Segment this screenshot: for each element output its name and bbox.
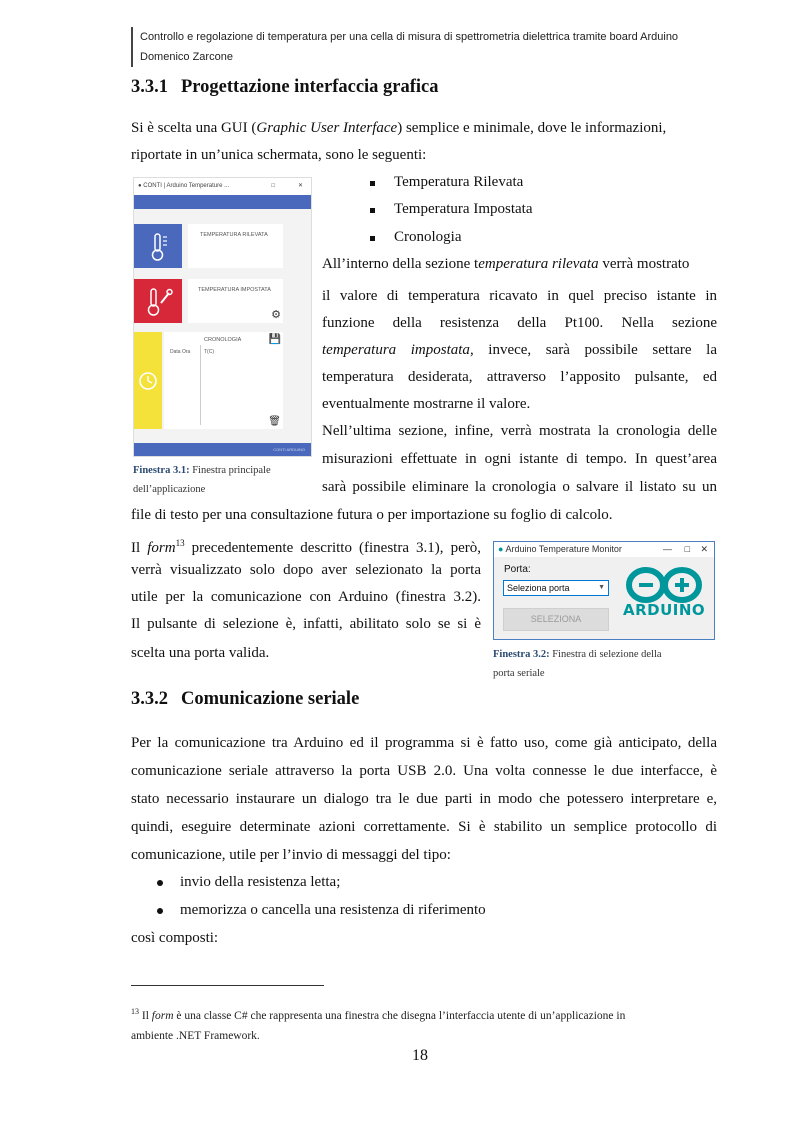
bullet-marker — [157, 880, 163, 886]
window-titlebar — [134, 178, 311, 195]
bullet-marker — [157, 908, 163, 914]
history-col-temp: T(C) — [204, 349, 214, 355]
figure-3-2-caption — [493, 645, 713, 683]
window-title: CONTI | Arduino Temperature ... — [143, 183, 230, 189]
para4-line: scelta una porta valida. — [131, 645, 270, 661]
minimize-icon[interactable]: □ — [271, 183, 275, 189]
section-title: Progettazione interfaccia grafica — [181, 77, 439, 97]
window-titlebar — [494, 542, 714, 557]
port-select-value: Seleziona porta — [507, 583, 570, 593]
history-divider — [200, 345, 201, 425]
intro-text-a: Si è scelta una GUI (Graphic User Interface) semplice e minimale, dove le informazioni, — [131, 120, 667, 136]
caption-text-2: dell’applicazione — [133, 484, 206, 495]
intro-line-1 — [131, 120, 717, 137]
section-heading-3-3-2 — [131, 689, 359, 710]
footer-text: CONTI ARDUINO — [273, 447, 305, 452]
maximize-icon[interactable]: □ — [684, 544, 690, 554]
tile-history — [134, 332, 162, 429]
app-icon: ● — [498, 544, 504, 554]
caption-text-2: porta seriale — [493, 668, 545, 679]
save-icon[interactable]: 💾 — [268, 334, 281, 345]
bottom-status-bar — [134, 443, 311, 456]
para2-line: temperatura impostata, invece, sarà possibile settare la — [322, 342, 717, 358]
label-temperature-set: TEMPERATURA IMPOSTATA — [198, 287, 271, 293]
select-port-button[interactable]: SELEZIONA — [503, 608, 609, 631]
para4-line: Il form$^{13}$ precedentemente descritto (finestra 3.1), però, — [131, 538, 482, 556]
footnote: $^{13}$ Il form è una classe C# che rappresenta una finestra che disegna l’interfaccia utente di un’applicazione in ambiente .NET Framework. — [131, 1007, 626, 1042]
header-rule — [131, 27, 133, 67]
app-icon: ● — [138, 183, 142, 189]
port-label: Porta: — [504, 564, 531, 575]
para3-line: Nell’ultima sezione, infine, verrà mostrata la cronologia delle — [322, 423, 717, 439]
sec2-para-line: Per la comunicazione tra Arduino ed il programma si è fatto uso, come già anticipato, della — [131, 735, 717, 751]
section-number: 3.3.1 — [131, 77, 168, 97]
section-title: Comunicazione seriale — [181, 689, 360, 709]
running-header-author: Domenico Zarcone — [140, 51, 233, 63]
para2-line: funzione della resistenza della Pt100. Nella sezione — [322, 315, 717, 331]
figure-3-1-caption — [133, 461, 313, 499]
top-accent-bar — [134, 195, 311, 209]
figure-port-selection-window — [493, 541, 715, 640]
window-title: Arduino Temperature Monitor — [505, 544, 622, 554]
bullet-marker — [370, 208, 375, 213]
caption-text: Finestra di selezione della — [549, 649, 662, 660]
closing-line: così composti: — [131, 930, 219, 946]
section-history — [134, 332, 311, 429]
figure-main-window — [133, 177, 312, 457]
arduino-logo-text: ARDUINO — [623, 601, 706, 619]
para2-line: temperatura desiderata, attraverso l’apposito pulsante, ed — [322, 369, 717, 385]
thermometer-wrench-icon — [134, 279, 182, 323]
trash-icon[interactable]: 🗑 — [268, 416, 281, 427]
minimize-icon[interactable]: — — [663, 544, 672, 554]
sec2-para-line: comunicazione, utile per l’invio di messaggi del tipo: — [131, 847, 451, 863]
section-temperature-set — [134, 279, 311, 323]
panel-temperature-read — [188, 224, 283, 268]
tile-temperature-read — [134, 224, 182, 268]
section-number: 3.3.2 — [131, 689, 168, 709]
bullet-marker — [370, 236, 375, 241]
sec2-para-line: stato necessario instaurare un dialogo tra le due parti in modo che potessero interpretare e, — [131, 791, 717, 807]
settings-gear-icon[interactable]: ⚙ — [271, 309, 281, 321]
footnote-number: 13 — [131, 1007, 139, 1016]
running-header-title: Controllo e regolazione di temperatura per una cella di misura di spettrometria dielettrica tramite board Arduino — [140, 31, 679, 43]
footnote-rule — [131, 985, 324, 986]
para3-line: misurazioni effettuate in ogni istante di tempo. In quest’area — [322, 451, 717, 467]
window-body — [494, 557, 714, 639]
para3-line: file di testo per una consultazione futura o per importazione su foglio di calcolo. — [131, 507, 613, 523]
caption-label: Finestra 3.2: — [493, 649, 550, 660]
panel-temperature-set — [188, 279, 283, 323]
history-col-time: Data Ora — [170, 349, 191, 355]
close-icon[interactable]: ✕ — [297, 183, 303, 189]
close-icon[interactable]: ✕ — [700, 544, 708, 554]
panel-history — [164, 332, 283, 429]
chevron-down-icon: ▼ — [598, 584, 605, 591]
port-select[interactable] — [503, 580, 609, 596]
arduino-logo-icon — [622, 561, 706, 633]
para3-line: sarà possibile eliminare la cronologia o salvare il listato su un — [322, 479, 717, 495]
thermometer-icon — [134, 224, 182, 268]
page-number: 18 — [412, 1047, 428, 1064]
section-temperature-read — [134, 224, 311, 268]
para2-line — [322, 256, 717, 273]
bullet-item: Temperatura Rilevata — [394, 174, 524, 190]
bullet-item: Temperatura Impostata — [394, 201, 533, 217]
label-temperature-read: TEMPERATURA RILEVATA — [200, 232, 268, 238]
sec2-para-line: quindi, eseguire determinate azioni correttamente. Si è stabilito un semplice protocollo di — [131, 819, 717, 835]
para2-line: eventualmente mostrarne il valore. — [322, 396, 531, 412]
para4-line: verrà visualizzato solo dopo aver selezionato la porta — [131, 562, 481, 578]
para4-line: Il pulsante di selezione è, infatti, abilitato solo se si è — [131, 616, 481, 632]
caption-text: Finestra principale — [189, 465, 271, 476]
para2-line: il valore di temperatura ricavato in quel preciso istante in — [322, 288, 717, 304]
section-heading-3-3-1 — [131, 77, 439, 98]
intro-line-2: riportate in un’unica schermata, sono le seguenti: — [131, 147, 427, 163]
sec2-para-line: comunicazione seriale attraverso la porta USB 2.0. Una volta connesse le due interfacce, è — [131, 763, 717, 779]
history-clock-icon — [134, 332, 162, 429]
tile-temperature-set[interactable] — [134, 279, 182, 323]
caption-label: Finestra 3.1: — [133, 465, 190, 476]
bullet-marker — [370, 181, 375, 186]
bullet-item: invio della resistenza letta; — [180, 874, 341, 890]
bullet-item: Cronologia — [394, 229, 462, 245]
bullet-item: memorizza o cancella una resistenza di riferimento — [180, 902, 486, 918]
para4-line: utile per la comunicazione con Arduino (finestra 3.2). — [131, 589, 481, 605]
label-history: CRONOLOGIA — [204, 337, 242, 343]
para2-text: All’interno della sezione temperatura rilevata verrà mostrato — [322, 256, 690, 272]
